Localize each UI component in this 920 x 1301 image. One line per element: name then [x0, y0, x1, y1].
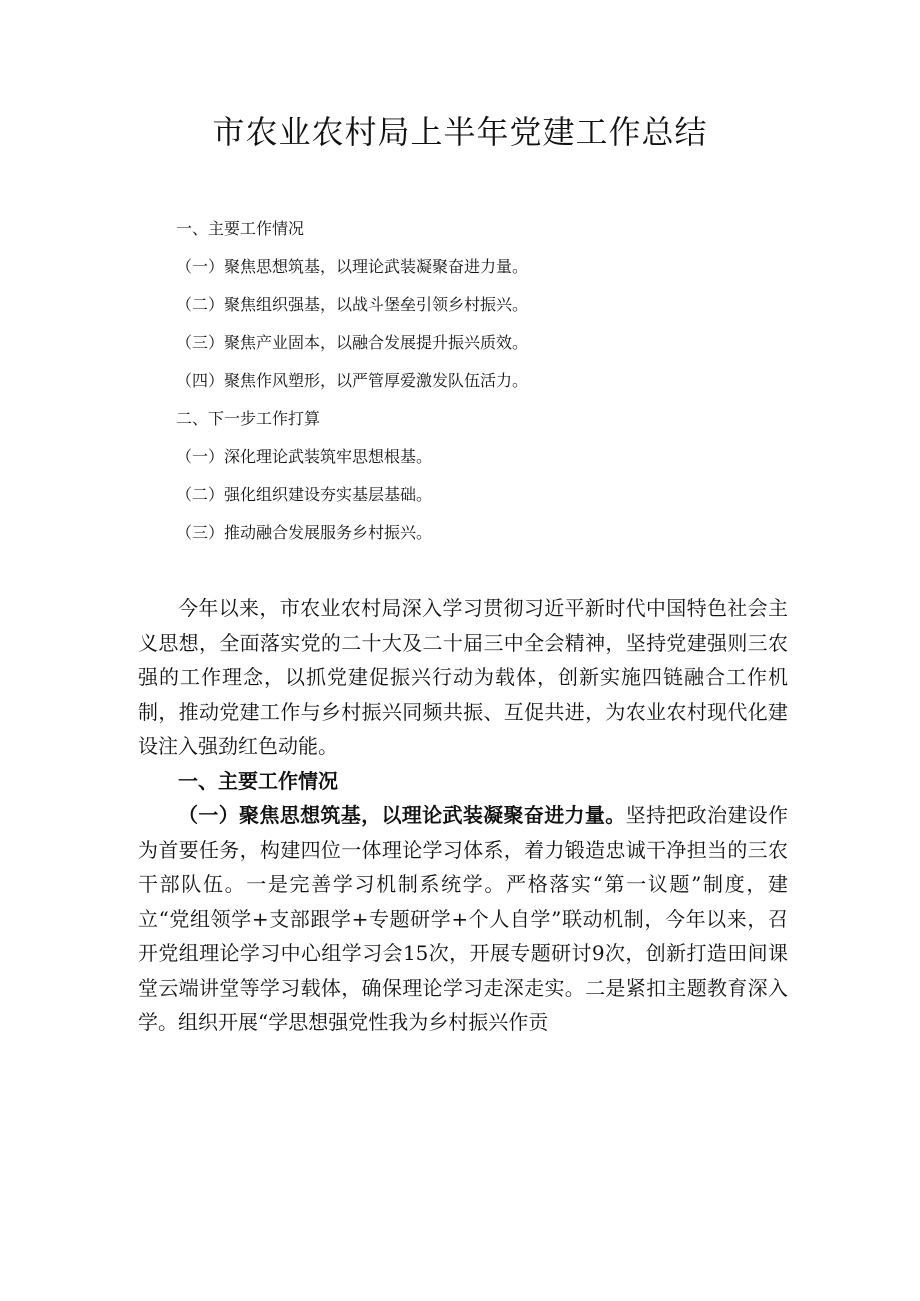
intro-paragraph: 今年以来，市农业农村局深入学习贯彻习近平新时代中国特色社会主义思想，全面落实党的二十大及二十届三中全会精神，坚持党建强则三农强的工作理念，以抓党建促振兴行动为载体，创新实施四链融合工作机制，推动党建工作与乡村振兴同频共振、互促共进，为农业农村现代化建设注入强劲红色动能。 [138, 596, 788, 758]
document-title: 市农业农村局上半年党建工作总结 [212, 113, 708, 151]
toc-item: 一、主要工作情况 [176, 219, 305, 238]
toc-item: （二）强化组织建设夯实基层基础。 [176, 485, 433, 504]
toc-item: （一）深化理论武装筑牢思想根基。 [176, 447, 433, 466]
toc-item: （四）聚焦作风塑形，以严管厚爱激发队伍活力。 [176, 371, 529, 390]
toc-item: （三）推动融合发展服务乡村振兴。 [176, 523, 433, 542]
toc-item: （三）聚焦产业固本，以融合发展提升振兴质效。 [176, 333, 529, 352]
section-heading: 一、主要工作情况 [178, 768, 338, 793]
table-of-contents [176, 219, 816, 561]
document-body [138, 591, 788, 1040]
paragraph-body: 坚持把政治建设作为首要任务，构建四位一体理论学习体系，着力锻造忠诚干净担当的三农干部队伍。一是完善学习机制系统学。严格落实“第一议题”制度，建立“党组领学+支部跟学+专题研学+个人自学”联动机制，今年以来，召开党组理论学习中心组学习会15次，开展专题研讨9次，创新打造田间课堂云端讲堂等学习载体，确保理论学习走深走实。二是紧扣主题教育深入学。组织开展“学思想强党性我为乡村振兴作贡 [138, 803, 789, 1034]
toc-item: （一）聚焦思想筑基，以理论武装凝聚奋进力量。 [176, 257, 529, 276]
paragraph-lead: （一）聚焦思想筑基，以理论武装凝聚奋进力量。 [178, 803, 626, 827]
toc-item: （二）聚焦组织强基，以战斗堡垒引领乡村振兴。 [176, 295, 529, 314]
section-paragraph [138, 798, 788, 1040]
toc-item: 二、下一步工作打算 [176, 409, 321, 428]
